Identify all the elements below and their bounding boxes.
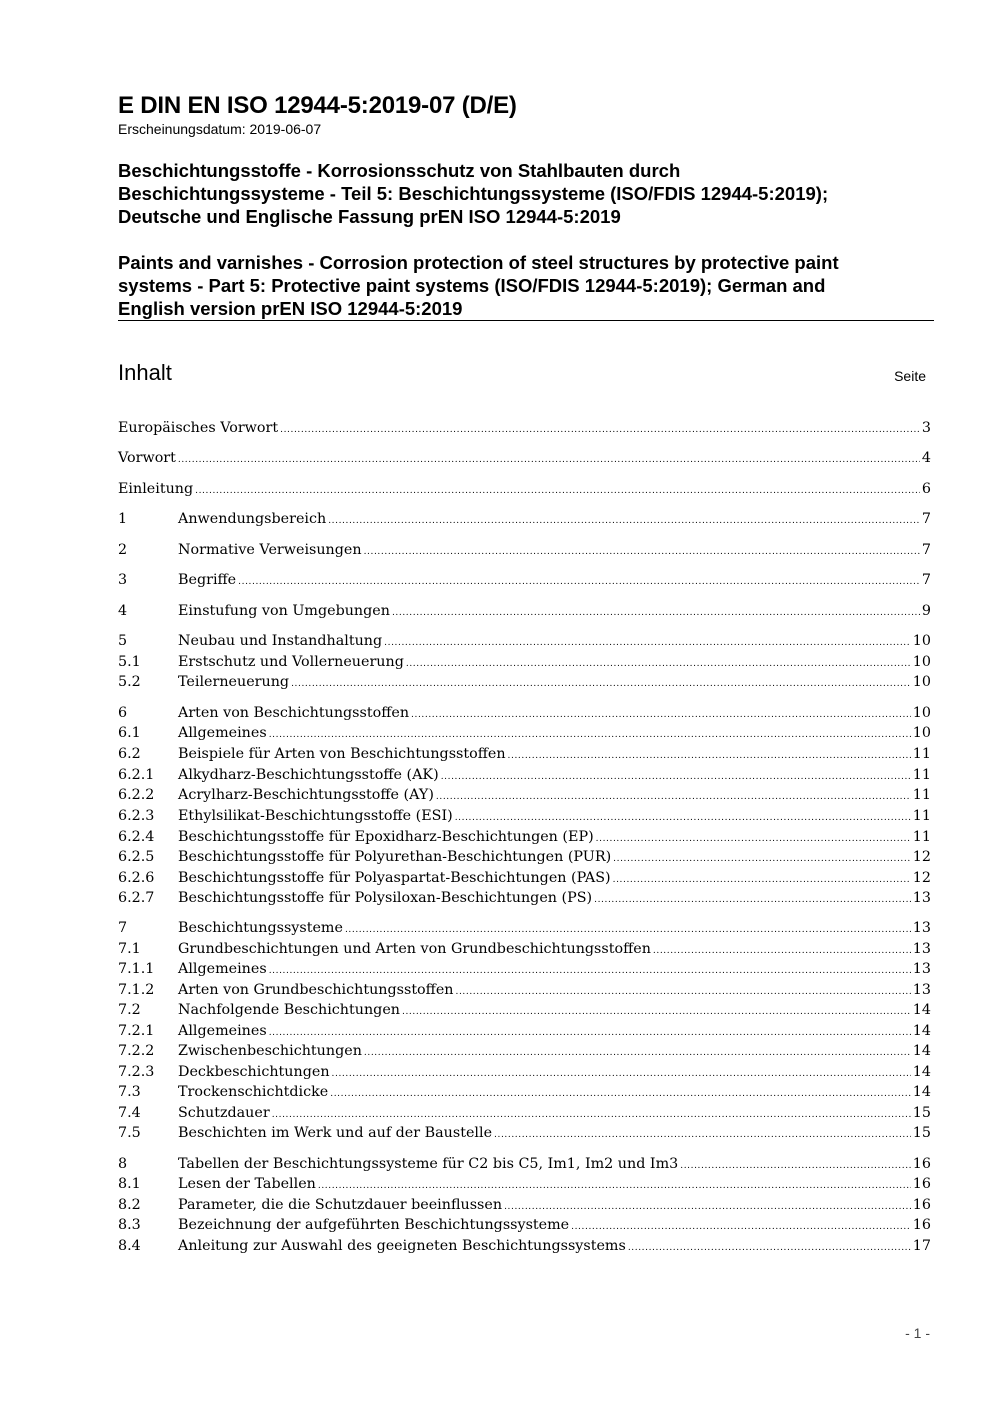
toc-entry[interactable] xyxy=(118,888,931,908)
toc-entry[interactable] xyxy=(118,1082,931,1102)
toc-entry-title: Grundbeschichtungen und Arten von Grundbeschichtungsstoffen xyxy=(178,941,651,957)
toc-heading: Inhalt xyxy=(118,360,172,385)
toc-dot-leader xyxy=(332,1064,911,1084)
toc-entry-page: 7 xyxy=(921,511,931,527)
toc-entry[interactable] xyxy=(118,601,931,621)
toc-entry-page: 7 xyxy=(921,572,931,588)
toc-dot-leader xyxy=(330,1084,911,1104)
toc-entry-page: 15 xyxy=(912,1125,931,1141)
toc-dot-leader xyxy=(504,1197,911,1217)
toc-entry-page: 13 xyxy=(912,982,931,998)
toc-entry-page: 14 xyxy=(912,1043,931,1059)
toc-entry-page: 13 xyxy=(912,941,931,957)
toc-entry-page: 11 xyxy=(912,829,931,845)
toc-entry-number: 6.2 xyxy=(118,746,141,762)
toc-entry-title: Ethylsilikat-Beschichtungsstoffe (ESI) xyxy=(178,808,453,824)
toc-entry[interactable] xyxy=(118,1123,931,1143)
toc-entry-title: Tabellen der Beschichtungssysteme für C2 bis C5, Im1, Im2 und Im3 xyxy=(178,1156,679,1172)
toc-entry-title: Beschichtungsstoffe für Polyaspartat-Beschichtungen (PAS) xyxy=(178,870,611,886)
toc-entry[interactable] xyxy=(118,540,931,560)
toc-entry-page: 14 xyxy=(912,1002,931,1018)
toc-entry-page: 6 xyxy=(921,481,931,497)
toc-dot-leader xyxy=(680,1156,911,1176)
toc-entry-number: 2 xyxy=(118,542,128,558)
toc-dot-leader xyxy=(411,705,911,725)
toc-entry[interactable] xyxy=(118,765,931,785)
page-number: - 1 - xyxy=(905,1325,930,1341)
toc-entry-title: Allgemeines xyxy=(178,725,267,741)
toc-dot-leader xyxy=(238,572,920,592)
toc-entry[interactable] xyxy=(118,570,931,590)
toc-entry-page: 14 xyxy=(912,1023,931,1039)
toc-entry[interactable] xyxy=(118,939,931,959)
toc-entry[interactable] xyxy=(118,1195,931,1215)
toc-entry[interactable] xyxy=(118,703,931,723)
toc-entry[interactable] xyxy=(118,827,931,847)
title-divider xyxy=(118,320,934,321)
title-english-line: English version prEN ISO 12944-5:2019 xyxy=(118,298,463,319)
toc-entry-page: 17 xyxy=(912,1238,931,1254)
toc-entry-title: Schutzdauer xyxy=(178,1105,270,1121)
toc-dot-leader xyxy=(594,890,911,910)
toc-entry-title: Trockenschichtdicke xyxy=(178,1084,329,1100)
toc-entry-number: 8 xyxy=(118,1156,128,1172)
toc-entry[interactable] xyxy=(118,1000,931,1020)
toc-dot-leader xyxy=(269,961,911,981)
title-english xyxy=(118,251,938,320)
toc-entry-page: 11 xyxy=(912,808,931,824)
toc-entry[interactable] xyxy=(118,1174,931,1194)
toc-entry-number: 6.2.4 xyxy=(118,829,155,845)
toc-entry-page: 11 xyxy=(912,787,931,803)
toc-dot-leader xyxy=(402,1002,911,1022)
toc-entry-title: Beschichtungssysteme xyxy=(178,920,343,936)
toc-entry-page: 4 xyxy=(921,450,931,466)
toc-dot-leader xyxy=(613,849,911,869)
toc-entry-title: Einleitung xyxy=(118,481,194,497)
publication-date: Erscheinungsdatum: 2019-06-07 xyxy=(118,121,322,137)
toc-entry-title: Beschichten im Werk und auf der Baustelle xyxy=(178,1125,493,1141)
toc-entry-number: 6.1 xyxy=(118,725,141,741)
toc-entry-number: 7.2 xyxy=(118,1002,141,1018)
toc-entry-title: Allgemeines xyxy=(178,1023,267,1039)
toc-entry-title: Europäisches Vorwort xyxy=(118,420,279,436)
toc-entry[interactable] xyxy=(118,918,931,938)
toc-page-label: Seite xyxy=(894,368,926,384)
toc-entry-page: 15 xyxy=(912,1105,931,1121)
toc-dot-leader xyxy=(441,767,911,787)
toc-dot-leader xyxy=(508,746,911,766)
toc-entry-page: 16 xyxy=(912,1217,931,1233)
toc-entry-page: 10 xyxy=(912,654,931,670)
toc-dot-leader xyxy=(328,511,920,531)
toc-entry-page: 12 xyxy=(912,870,931,886)
toc-dot-leader xyxy=(280,420,920,440)
document-id: E DIN EN ISO 12944-5:2019-07 (D/E) xyxy=(118,92,517,119)
toc-entry-page: 10 xyxy=(912,705,931,721)
toc-entry-number: 1 xyxy=(118,511,128,527)
toc-entry-number: 6.2.2 xyxy=(118,787,155,803)
toc-dot-leader xyxy=(318,1176,911,1196)
toc-dot-leader xyxy=(364,1043,911,1063)
toc-entry[interactable] xyxy=(118,1215,931,1235)
toc-entry-page: 7 xyxy=(921,542,931,558)
toc-dot-leader xyxy=(494,1125,911,1145)
toc-entry[interactable] xyxy=(118,868,931,888)
toc-entry-title: Beispiele für Arten von Beschichtungsstoffen xyxy=(178,746,506,762)
toc-entry-number: 7.2.2 xyxy=(118,1043,155,1059)
toc-entry[interactable] xyxy=(118,1062,931,1082)
toc-entry[interactable] xyxy=(118,1236,931,1256)
toc-entry[interactable] xyxy=(118,847,931,867)
toc-entry-number: 3 xyxy=(118,572,128,588)
toc-dot-leader xyxy=(653,941,911,961)
toc-entry-number: 4 xyxy=(118,603,128,619)
toc-dot-leader xyxy=(455,808,911,828)
toc-entry-title: Alkydharz-Beschichtungsstoffe (AK) xyxy=(178,767,439,783)
toc-entry-page: 16 xyxy=(912,1156,931,1172)
toc-entry-number: 7.5 xyxy=(118,1125,141,1141)
toc-entry-title: Einstufung von Umgebungen xyxy=(178,603,390,619)
toc-entry-title: Deckbeschichtungen xyxy=(178,1064,330,1080)
toc-dot-leader xyxy=(406,654,911,674)
toc-dot-leader xyxy=(269,725,911,745)
toc-entry[interactable] xyxy=(118,744,931,764)
toc-entry[interactable] xyxy=(118,723,931,743)
toc-dot-leader xyxy=(269,1023,911,1043)
toc-entry-title: Bezeichnung der aufgeführten Beschichtungssysteme xyxy=(178,1217,570,1233)
toc-entry[interactable] xyxy=(118,980,931,1000)
toc-entry-page: 13 xyxy=(912,920,931,936)
title-english-line: Paints and varnishes - Corrosion protection of steel structures by protective paint xyxy=(118,252,839,273)
toc-entry[interactable] xyxy=(118,1041,931,1061)
toc-entry[interactable] xyxy=(118,479,931,499)
toc-entry-title: Anwendungsbereich xyxy=(178,511,327,527)
toc-entry-title: Vorwort xyxy=(118,450,176,466)
toc-entry-title: Zwischenbeschichtungen xyxy=(178,1043,362,1059)
toc-entry-page: 16 xyxy=(912,1197,931,1213)
toc-entry-title: Beschichtungsstoffe für Epoxidharz-Beschichtungen (EP) xyxy=(178,829,594,845)
toc-entry-page: 13 xyxy=(912,890,931,906)
toc-dot-leader xyxy=(364,542,920,562)
toc-entry-title: Allgemeines xyxy=(178,961,267,977)
toc-entry-number: 8.2 xyxy=(118,1197,141,1213)
toc-entry-page: 12 xyxy=(912,849,931,865)
toc-entry-page: 10 xyxy=(912,633,931,649)
toc-entry-page: 3 xyxy=(921,420,931,436)
toc-entry-page: 10 xyxy=(912,725,931,741)
toc-entry-page: 13 xyxy=(912,961,931,977)
toc-entry-title: Nachfolgende Beschichtungen xyxy=(178,1002,400,1018)
toc-entry-title: Begriffe xyxy=(178,572,237,588)
toc-entry-number: 8.3 xyxy=(118,1217,141,1233)
toc-entry[interactable] xyxy=(118,448,931,468)
toc-entry[interactable] xyxy=(118,1103,931,1123)
toc-entry-number: 6 xyxy=(118,705,128,721)
toc-entry-number: 5 xyxy=(118,633,128,649)
toc-entry[interactable] xyxy=(118,509,931,529)
toc-entry[interactable] xyxy=(118,1154,931,1174)
toc-entry[interactable] xyxy=(118,672,931,692)
title-german-line: Deutsche und Englische Fassung prEN ISO 12944-5:2019 xyxy=(118,206,621,227)
toc-entry-number: 6.2.5 xyxy=(118,849,155,865)
title-english-line: systems - Part 5: Protective paint systems (ISO/FDIS 12944-5:2019); German and xyxy=(118,275,826,296)
toc-dot-leader xyxy=(345,920,911,940)
title-german xyxy=(118,159,938,228)
toc-entry-number: 6.2.3 xyxy=(118,808,155,824)
toc-entry-title: Lesen der Tabellen xyxy=(178,1176,316,1192)
toc-entry[interactable] xyxy=(118,631,931,651)
toc-entry-number: 7 xyxy=(118,920,128,936)
toc-entry-page: 9 xyxy=(921,603,931,619)
toc-entry-title: Erstschutz und Vollerneuerung xyxy=(178,654,404,670)
toc-entry-title: Anleitung zur Auswahl des geeigneten Beschichtungssystems xyxy=(178,1238,626,1254)
title-german-line: Beschichtungsstoffe - Korrosionsschutz von Stahlbauten durch xyxy=(118,160,681,181)
toc-entry-title: Parameter, die die Schutzdauer beeinflussen xyxy=(178,1197,503,1213)
toc-entry-number: 7.2.3 xyxy=(118,1064,155,1080)
toc-dot-leader xyxy=(291,674,911,694)
toc-entry[interactable] xyxy=(118,418,931,438)
toc-entry[interactable] xyxy=(118,785,931,805)
toc-entry-number: 5.2 xyxy=(118,674,141,690)
toc-entry-number: 6.2.6 xyxy=(118,870,155,886)
toc-entry-title: Acrylharz-Beschichtungsstoffe (AY) xyxy=(178,787,434,803)
toc-dot-leader xyxy=(384,633,911,653)
toc-entry-page: 16 xyxy=(912,1176,931,1192)
toc-entry[interactable] xyxy=(118,652,931,672)
toc-entry-title: Arten von Grundbeschichtungsstoffen xyxy=(178,982,454,998)
toc-entry-number: 7.1.2 xyxy=(118,982,155,998)
toc-dot-leader xyxy=(596,829,911,849)
toc-dot-leader xyxy=(628,1238,911,1258)
toc-entry[interactable] xyxy=(118,959,931,979)
toc-dot-leader xyxy=(195,481,920,501)
toc-entry-number: 7.1 xyxy=(118,941,141,957)
title-german-line: Beschichtungssysteme - Teil 5: Beschichtungssysteme (ISO/FDIS 12944-5:2019); xyxy=(118,183,829,204)
toc-entry-number: 7.4 xyxy=(118,1105,141,1121)
toc-entry[interactable] xyxy=(118,806,931,826)
toc-entry-title: Beschichtungsstoffe für Polyurethan-Beschichtungen (PUR) xyxy=(178,849,612,865)
toc-dot-leader xyxy=(571,1217,911,1237)
toc-dot-leader xyxy=(613,870,911,890)
toc-entry-number: 7.1.1 xyxy=(118,961,155,977)
toc-entry-page: 11 xyxy=(912,746,931,762)
toc-entry-number: 8.4 xyxy=(118,1238,141,1254)
toc-entry-number: 8.1 xyxy=(118,1176,141,1192)
toc-entry-title: Normative Verweisungen xyxy=(178,542,362,558)
toc-dot-leader xyxy=(272,1105,911,1125)
toc-entry-number: 6.2.1 xyxy=(118,767,155,783)
toc-entry-title: Beschichtungsstoffe für Polysiloxan-Beschichtungen (PS) xyxy=(178,890,593,906)
toc-entry[interactable] xyxy=(118,1021,931,1041)
toc-entry-title: Arten von Beschichtungsstoffen xyxy=(178,705,410,721)
toc-dot-leader xyxy=(392,603,920,623)
toc-entry-number: 5.1 xyxy=(118,654,141,670)
toc-dot-leader xyxy=(436,787,911,807)
toc-entry-page: 14 xyxy=(912,1084,931,1100)
toc-dot-leader xyxy=(178,450,920,470)
toc-dot-leader xyxy=(456,982,911,1002)
toc-entry-page: 14 xyxy=(912,1064,931,1080)
toc-entry-page: 11 xyxy=(912,767,931,783)
toc-entry-page: 10 xyxy=(912,674,931,690)
toc-entry-number: 7.2.1 xyxy=(118,1023,155,1039)
toc-entry-title: Teilerneuerung xyxy=(178,674,290,690)
toc-entry-title: Neubau und Instandhaltung xyxy=(178,633,383,649)
toc-entry-number: 6.2.7 xyxy=(118,890,155,906)
toc-entry-number: 7.3 xyxy=(118,1084,141,1100)
